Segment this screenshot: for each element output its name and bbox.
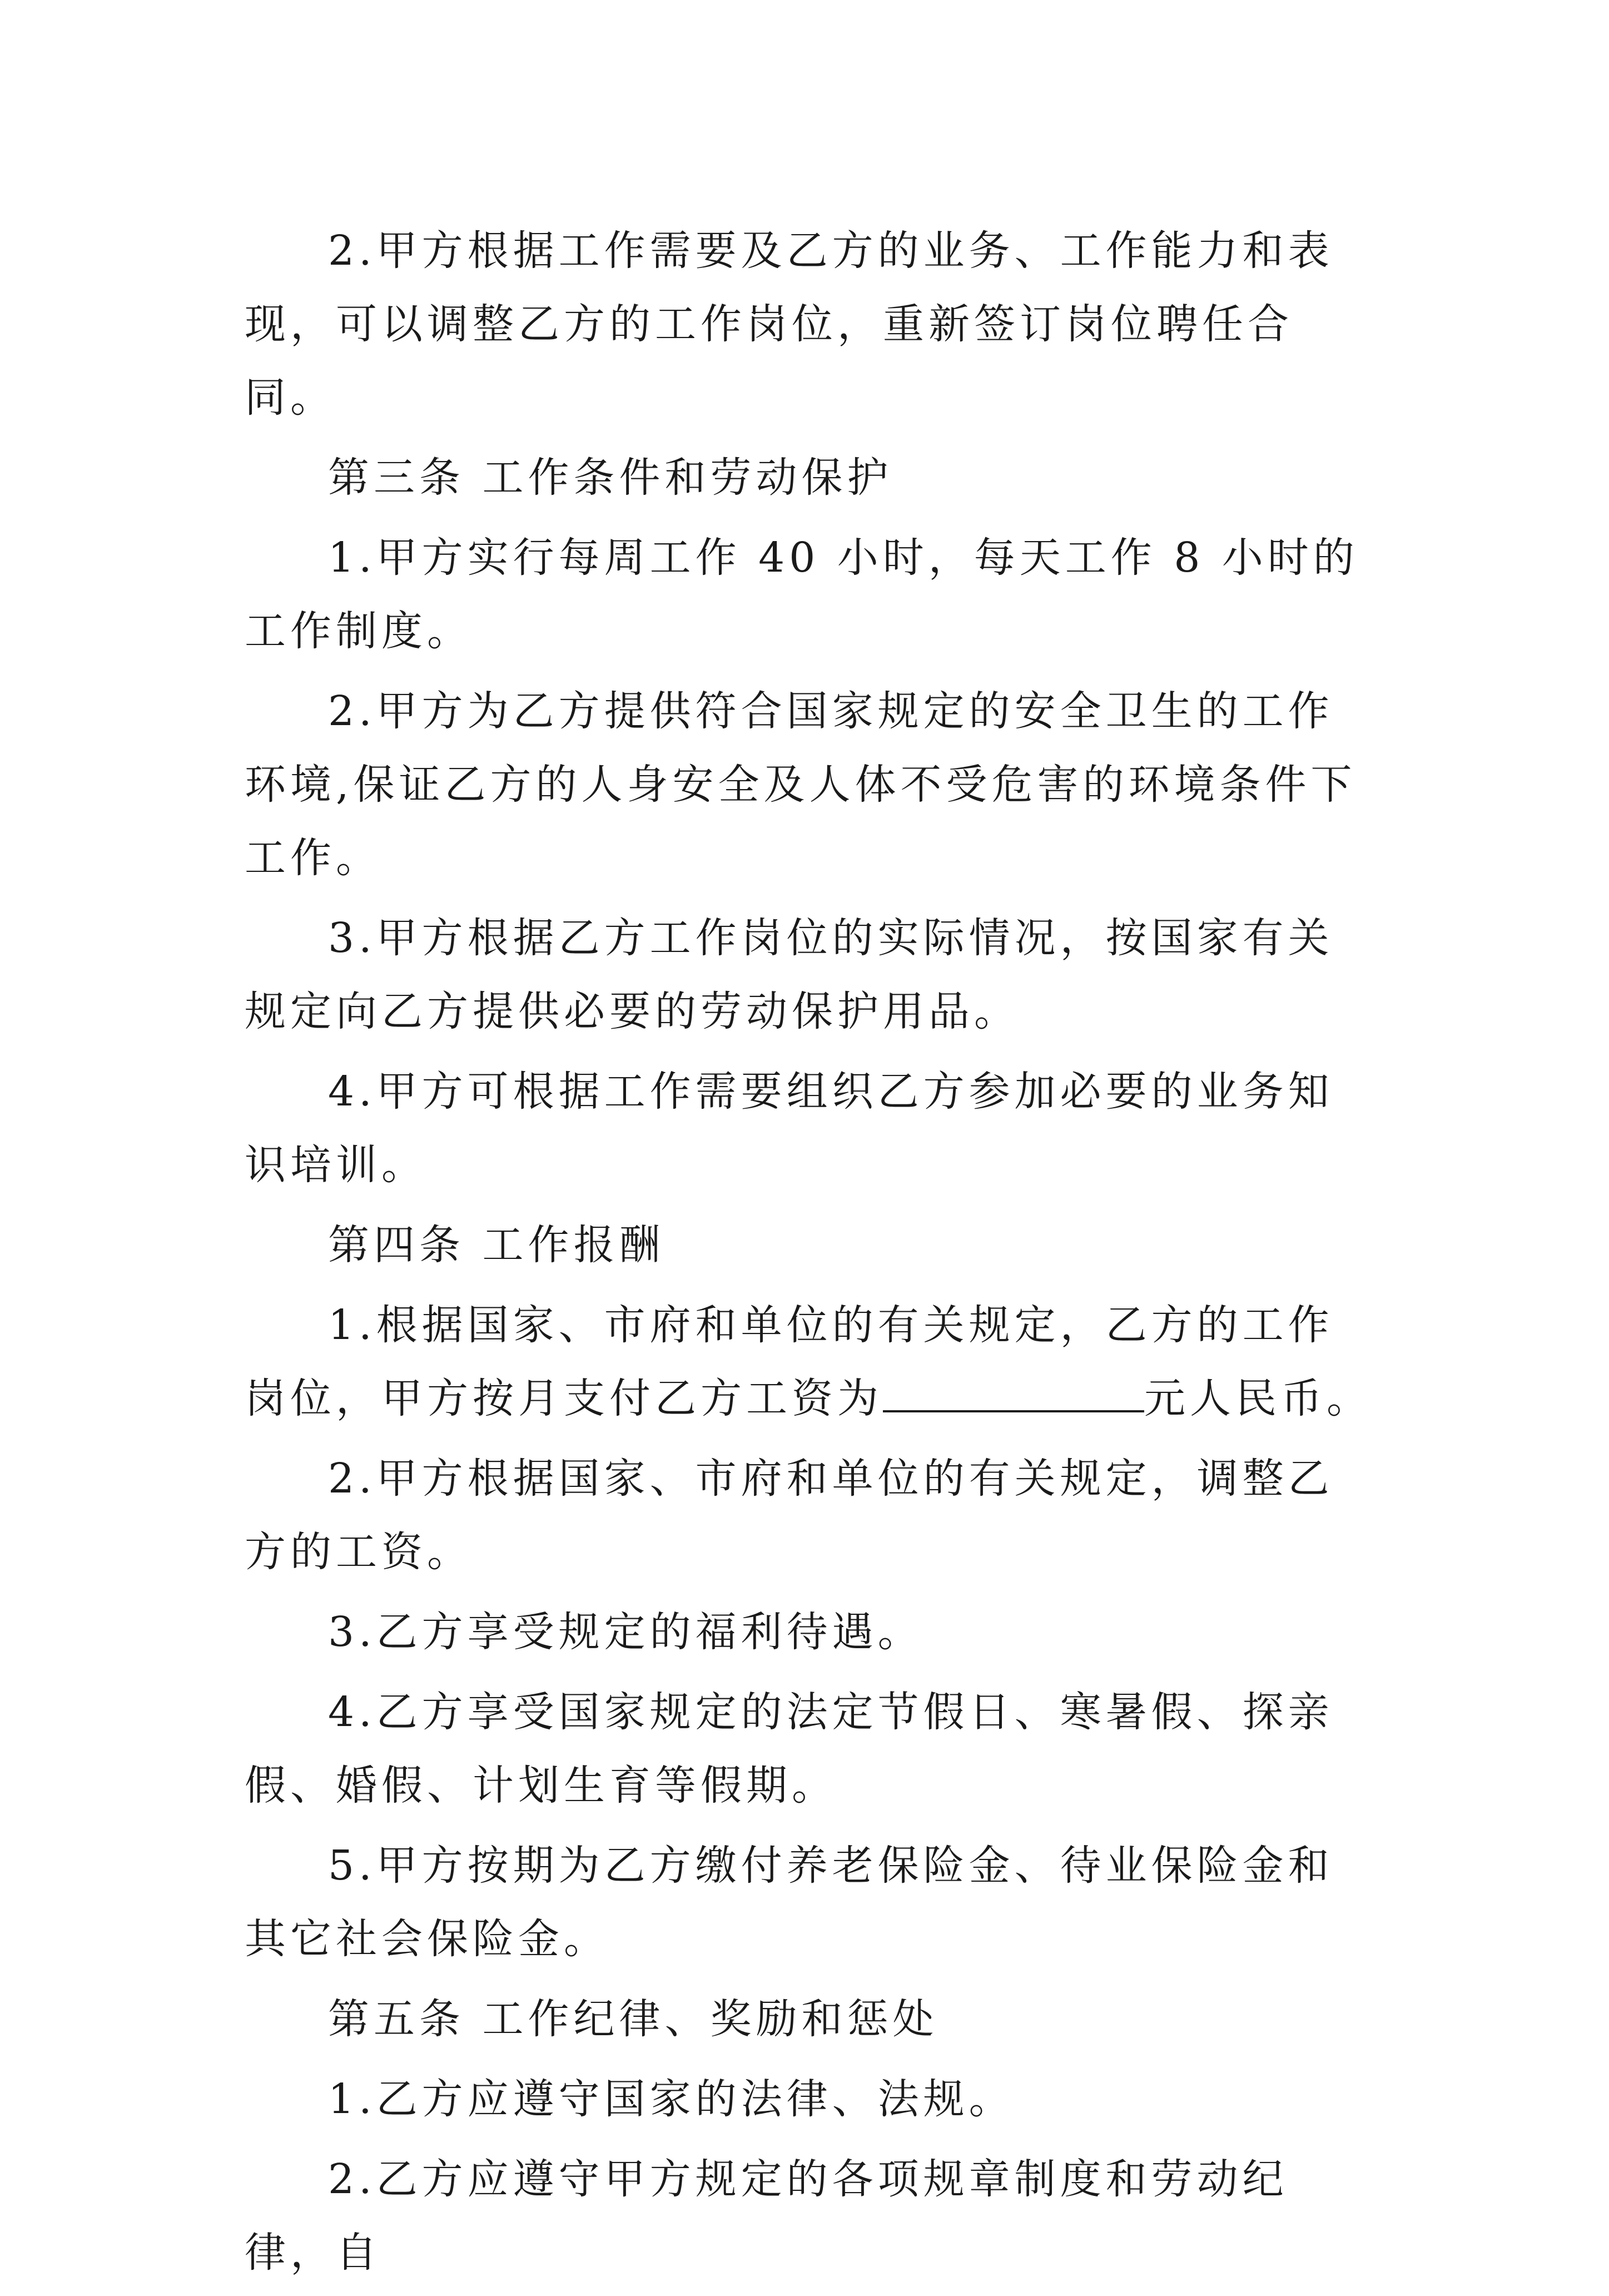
- clause-2-item-2: 2.甲方根据工作需要及乙方的业务、工作能力和表现，可以调整乙方的工作岗位，重新签订岗位聘任合同。: [245, 227, 1334, 421]
- article-3-item-2: 2.甲方为乙方提供符合国家规定的安全卫生的工作环境,保证乙方的人身安全及人体不受危害的环境条件下工作。: [245, 687, 1357, 882]
- article-4-item-2: 2.甲方根据国家、市府和单位的有关规定，调整乙方的工资。: [245, 1455, 1334, 1576]
- article-5-item-2: 2.乙方应遵守甲方规定的各项规章制度和劳动纪律，自: [245, 2155, 1288, 2277]
- article-5-item-1: 1.乙方应遵守国家的法律、法规。: [328, 2075, 1015, 2123]
- article-4-item-3: 3.乙方享受规定的福利待遇。: [328, 1608, 923, 1656]
- article-3-item-4: 4.甲方可根据工作需要组织乙方参加必要的业务知识培训。: [245, 1068, 1334, 1189]
- article-3-item-1: 1.甲方实行每周工作 40 小时，每天工作 8 小时的工作制度。: [245, 534, 1359, 655]
- article-5-heading: 第五条 工作纪律、奖励和惩处: [328, 1995, 938, 2043]
- salary-blank-line: [883, 1371, 1144, 1412]
- article-4-heading: 第四条 工作报酬: [328, 1221, 665, 1269]
- salary-text-after: 元人民币。: [1144, 1375, 1372, 1422]
- article-4-item-4: 4.乙方享受国家规定的法定节假日、寒暑假、探亲假、婚假、计划生育等假期。: [245, 1688, 1334, 1809]
- article-4-item-1: [245, 1288, 1379, 1435]
- article-3-item-3: 3.甲方根据乙方工作岗位的实际情况，按国家有关规定向乙方提供必要的劳动保护用品。: [245, 914, 1334, 1035]
- salary-text-before: 1.根据国家、市府和单位的有关规定，乙方的工作岗位，甲方按月支付乙方工资为: [245, 1301, 1334, 1422]
- article-3-heading: 第三条 工作条件和劳动保护: [328, 454, 893, 502]
- article-4-item-5: 5.甲方按期为乙方缴付养老保险金、待业保险金和其它社会保险金。: [245, 1842, 1334, 1963]
- contract-body: [245, 214, 1379, 2296]
